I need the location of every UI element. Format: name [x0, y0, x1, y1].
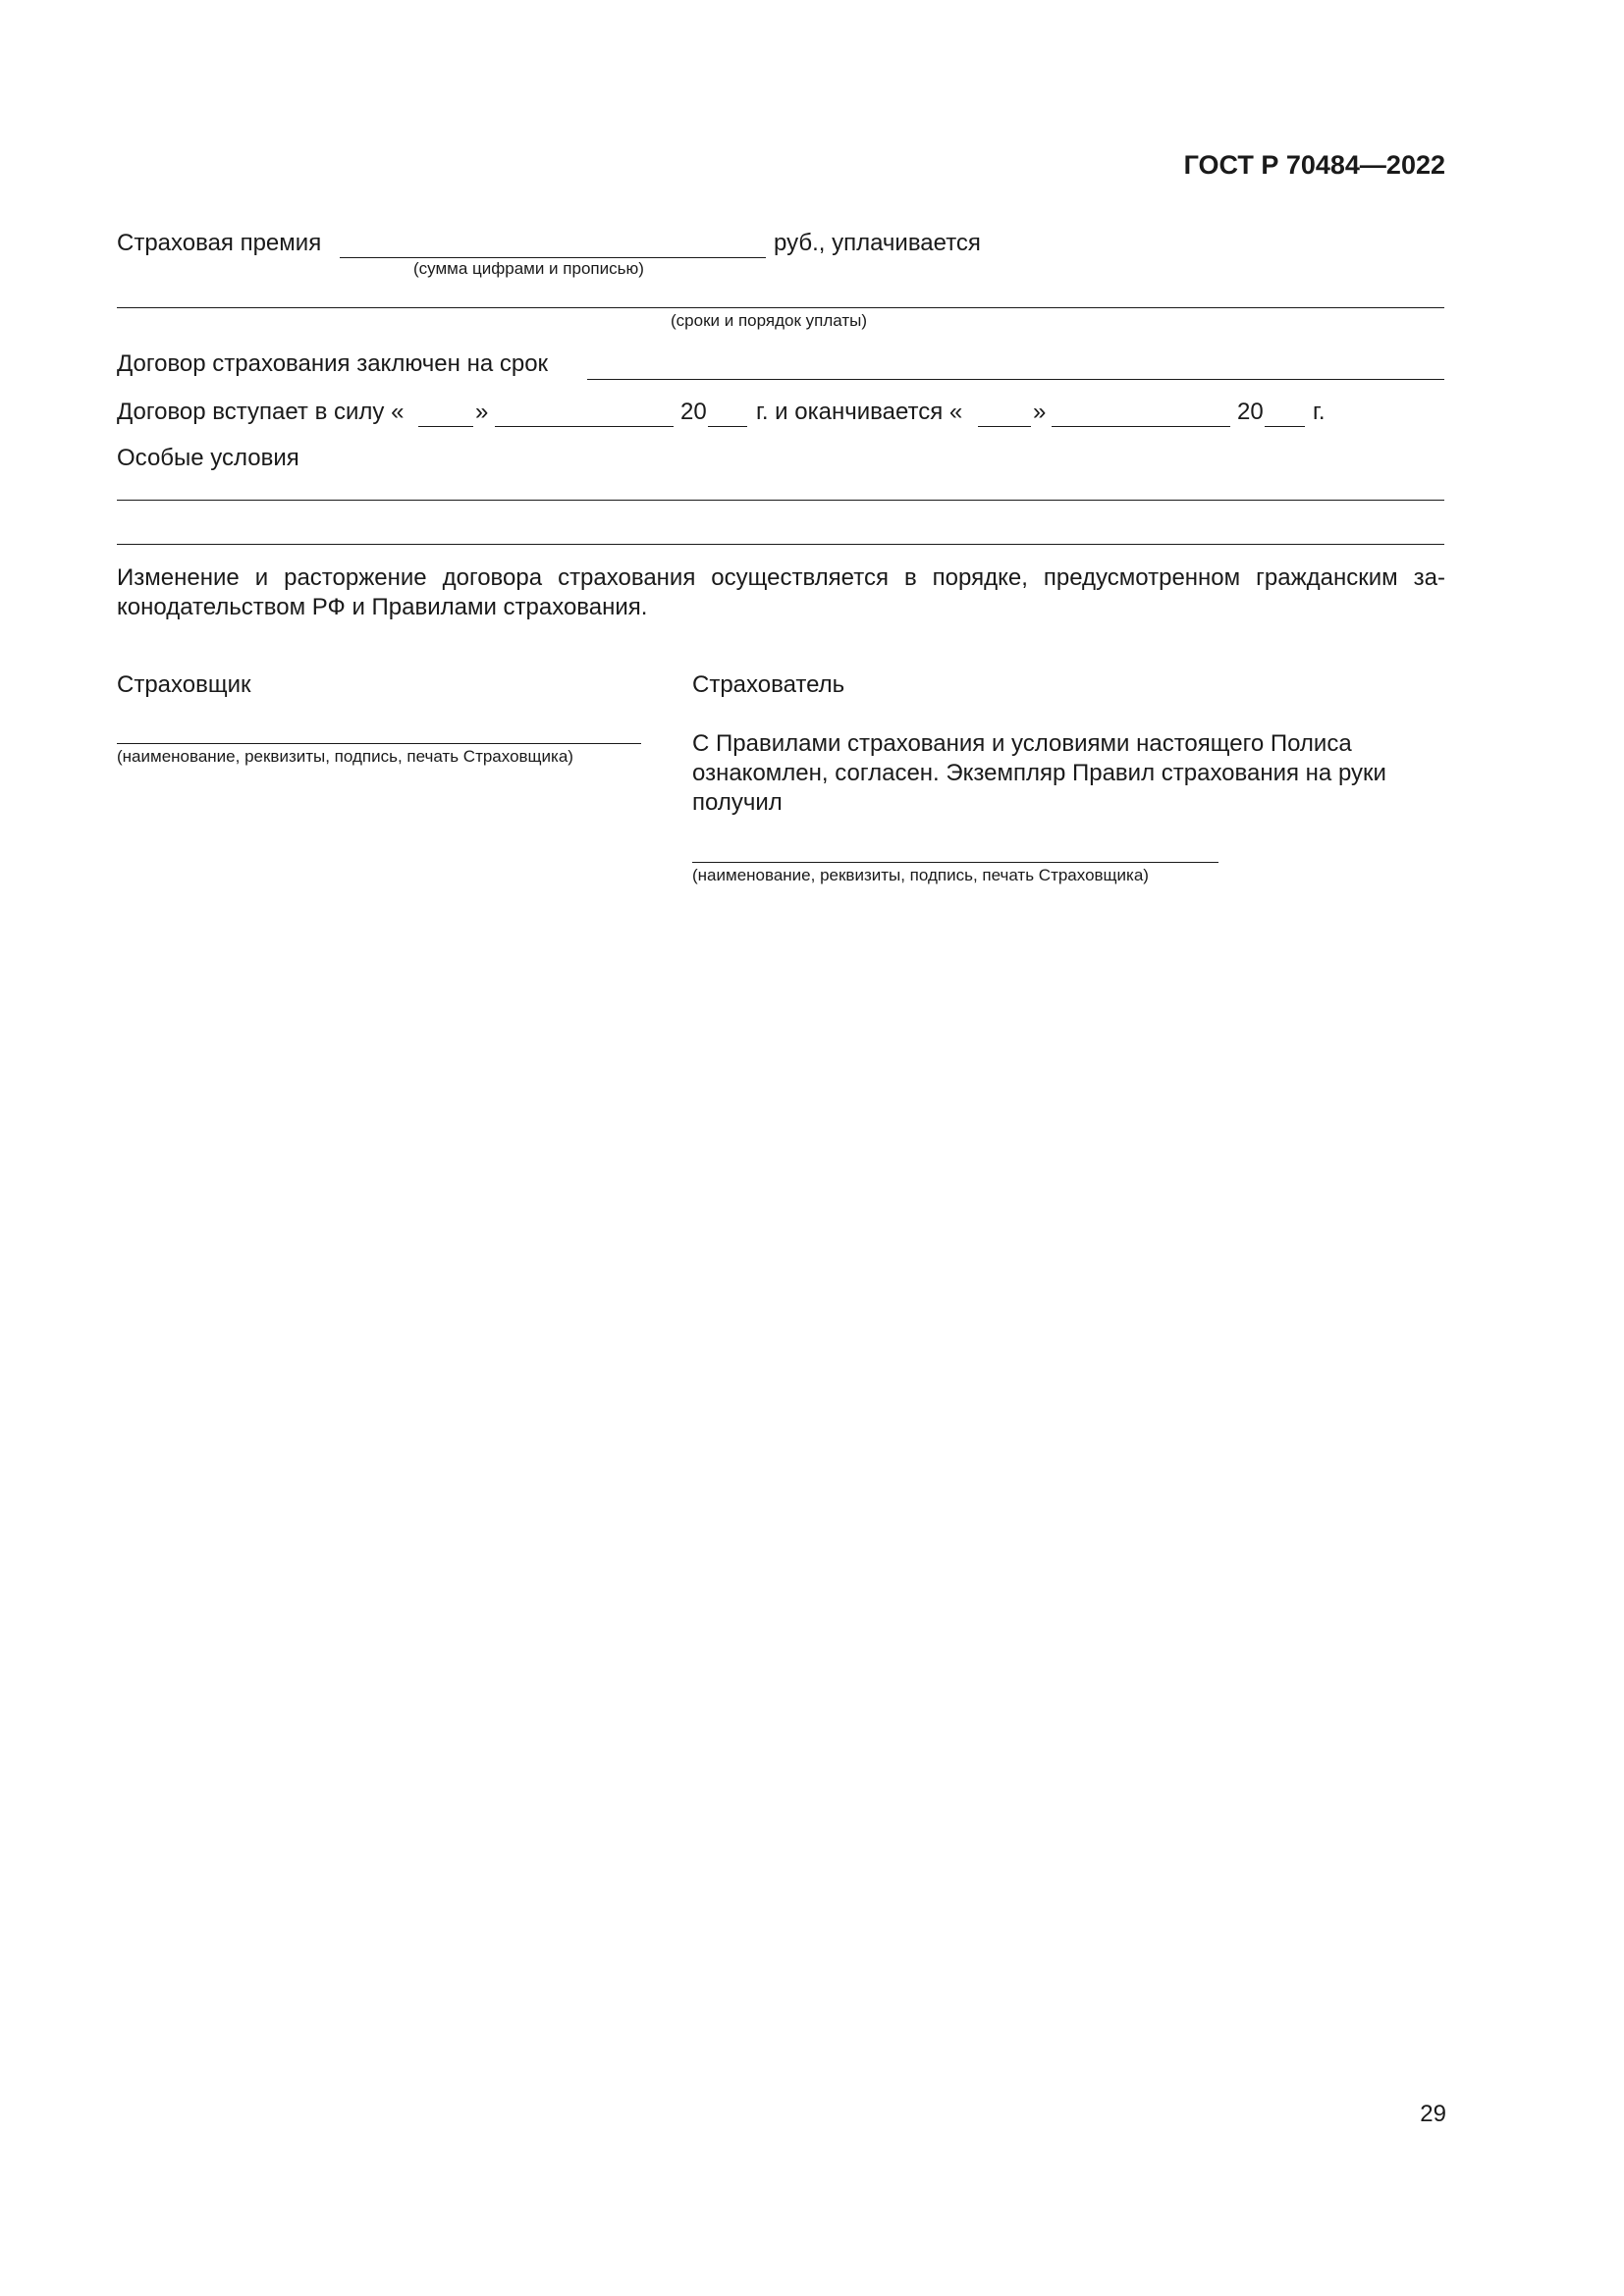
effective-label: Договор вступает в силу «	[117, 399, 405, 425]
page-number: 29	[1420, 2101, 1446, 2127]
effective-middle: г. и оканчивается «	[756, 399, 963, 425]
policyholder-title: Страхователь	[692, 671, 845, 698]
policyholder-signature-field[interactable]	[692, 862, 1218, 863]
premium-amount-field[interactable]	[340, 257, 766, 258]
premium-label: Страховая премия	[117, 230, 322, 256]
insurer-title: Страховщик	[117, 671, 251, 698]
start-year-prefix: 20	[680, 399, 707, 425]
premium-amount-caption: (сумма цифрами и прописью)	[413, 259, 644, 278]
policyholder-acknowledgement: С Правилами страхования и условиями настоящего Полиса ознакомлен, согласен. Экземпляр Правил страхования на руки получил	[692, 730, 1386, 816]
premium-suffix: руб., уплачивается	[774, 230, 981, 256]
term-label: Договор страхования заключен на срок	[117, 350, 549, 377]
special-conditions-line-2[interactable]	[117, 544, 1444, 545]
special-conditions-line-1[interactable]	[117, 500, 1444, 501]
insurer-signature-caption: (наименование, реквизиты, подпись, печать Страховщика)	[117, 747, 573, 766]
start-day-field[interactable]	[418, 426, 473, 427]
payment-terms-caption: (сроки и порядок уплаты)	[671, 311, 867, 330]
end-close-quote: »	[1033, 399, 1047, 425]
document-standard-code: ГОСТ Р 70484—2022	[1183, 150, 1445, 180]
term-field[interactable]	[587, 379, 1444, 380]
start-year-field[interactable]	[708, 426, 747, 427]
end-month-field[interactable]	[1052, 426, 1230, 427]
end-year-field[interactable]	[1265, 426, 1305, 427]
policyholder-signature-caption: (наименование, реквизиты, подпись, печать Страховщика)	[692, 866, 1149, 884]
special-conditions-label: Особые условия	[117, 445, 299, 471]
insurer-signature-field[interactable]	[117, 743, 641, 744]
effective-end: г.	[1313, 399, 1326, 425]
amendment-paragraph: Изменение и расторжение договора страхования осуществляется в порядке, предусмотренном гражданским за-конодательством РФ и Правилами страхования.	[117, 564, 1445, 620]
end-year-prefix: 20	[1237, 399, 1264, 425]
start-month-field[interactable]	[495, 426, 674, 427]
end-day-field[interactable]	[978, 426, 1031, 427]
start-close-quote: »	[475, 399, 489, 425]
payment-terms-field[interactable]	[117, 307, 1444, 308]
